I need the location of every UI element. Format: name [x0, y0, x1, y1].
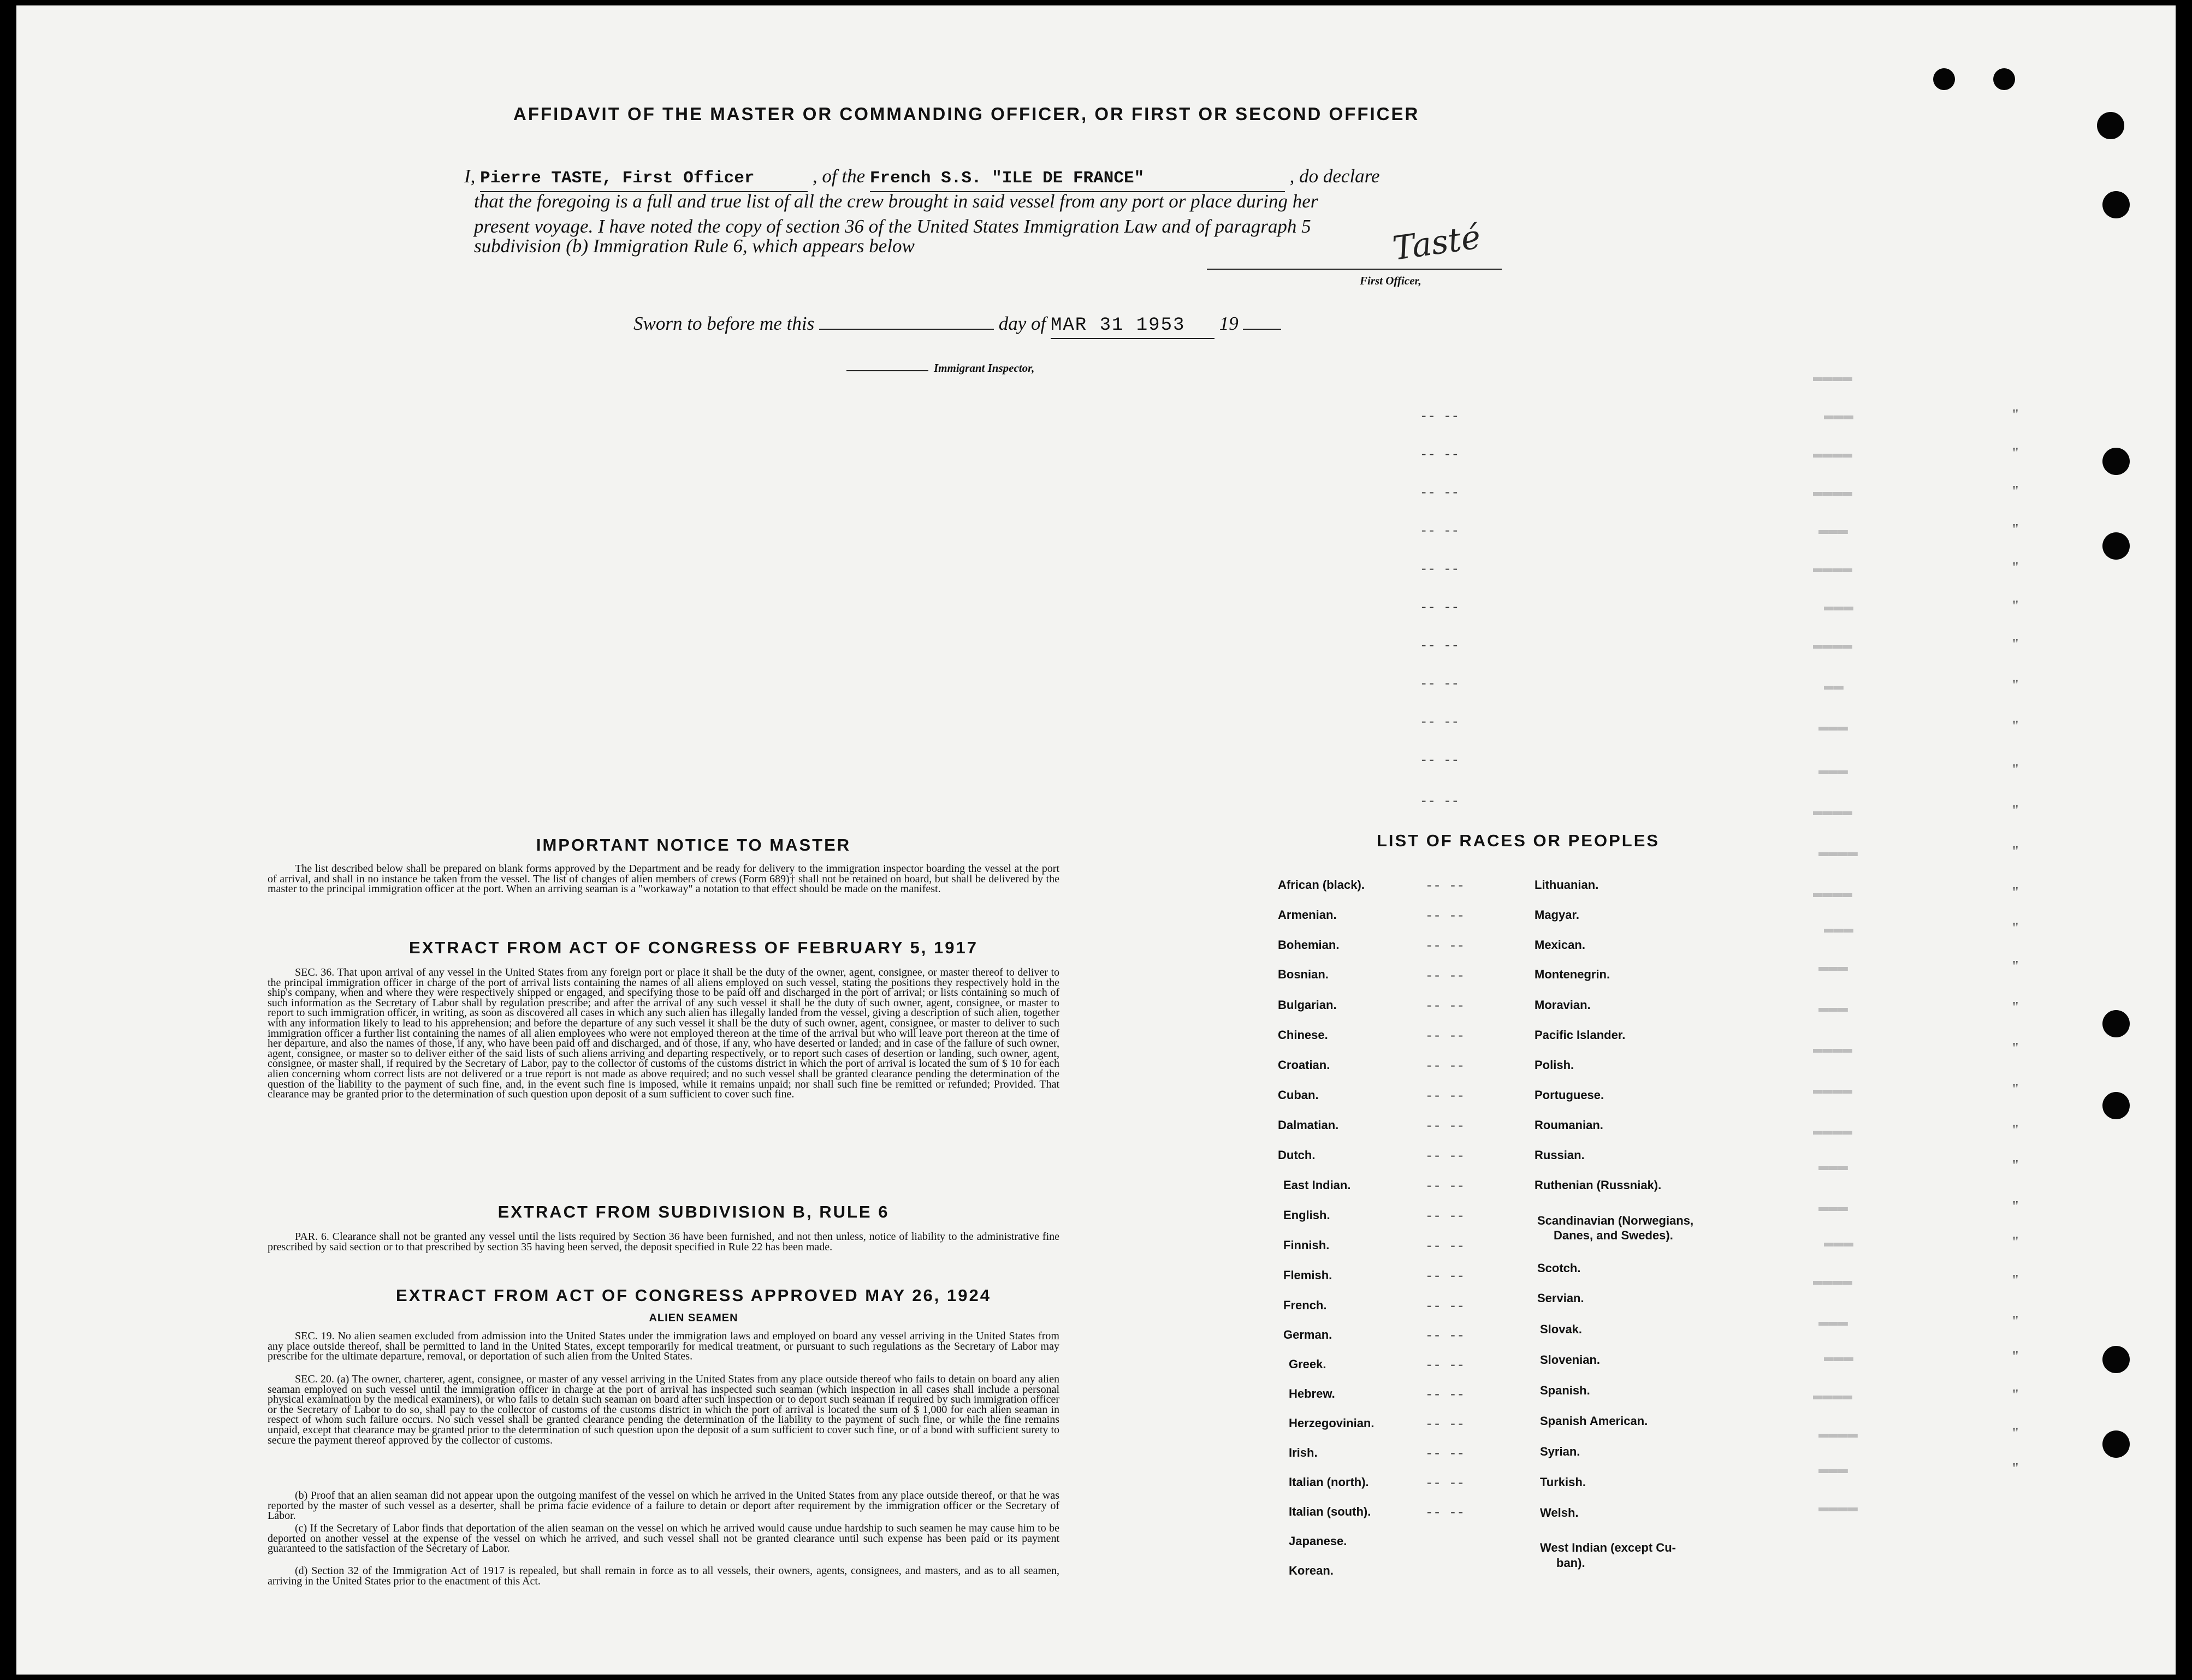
- punch-hole: [1933, 68, 1955, 90]
- race-item: Chinese.: [1278, 1028, 1328, 1042]
- race-item: East Indian.: [1283, 1178, 1351, 1192]
- race-item: Welsh.: [1540, 1506, 1579, 1519]
- notice-text: The list described below shall be prepared on blank forms approved by the Department and be ready for delivery to the immigration inspector boarding the vessel at the port of arrival, and shall in no instance be taken from the vessel. The list of changes of alien members of crews (Form 689)† shall not be retained on board, but shall be delivered by the master to the principal immigration officer at the port. When an arriving seaman is a "workaway" a notation to that effect should be made on the manifest.: [268, 863, 1059, 895]
- signature-caption: First Officer,: [1360, 274, 1421, 287]
- punch-hole: [2102, 448, 2130, 475]
- race-item: Slovak.: [1540, 1322, 1583, 1336]
- race-item: Scandinavian (Norwegians,: [1537, 1214, 1694, 1227]
- race-item: Finnish.: [1283, 1238, 1330, 1252]
- sworn-year-blank: [1243, 329, 1281, 330]
- race-item: Portuguese.: [1535, 1088, 1604, 1102]
- sec20c-text: (c) If the Secretary of Labor finds that deportation of the alien seaman on the vessel on which he arrived would cause undue hardship to such seamen he may cause him to be deported on another vessel at the expense of the vessel on which he arrived, and such vessel shall not be granted clearance until such expense has been paid or its payment guaranteed to the satisfaction of the Secretary of Labor.: [268, 1522, 1059, 1555]
- punch-hole: [2102, 191, 2130, 218]
- race-item: Greek.: [1289, 1357, 1326, 1371]
- race-item: Turkish.: [1540, 1475, 1586, 1489]
- race-item: Russian.: [1535, 1148, 1585, 1162]
- race-item: Ruthenian (Russniak).: [1535, 1178, 1662, 1192]
- race-item: Bosnian.: [1278, 967, 1329, 981]
- punch-hole: [2097, 112, 2124, 139]
- do-declare-label: , do declare: [1289, 165, 1380, 187]
- race-item: Danes, and Swedes).: [1554, 1228, 1673, 1242]
- declarant-name: Pierre TASTE, First Officer: [480, 166, 808, 192]
- signature-line: [1207, 269, 1502, 270]
- sec20d-text: (d) Section 32 of the Immigration Act of 1917 is repealed, but shall remain in force as to all vessels, their owners, agents, consignees, and masters, and as to all seamen, arriving in the United States prior to the enactment of this Act.: [268, 1565, 1059, 1587]
- race-item: Japanese.: [1289, 1534, 1347, 1548]
- race-item: West Indian (except Cu-: [1540, 1541, 1676, 1554]
- race-item: Polish.: [1535, 1058, 1574, 1072]
- race-item: Montenegrin.: [1535, 967, 1610, 981]
- declaration-line-1: [464, 164, 1380, 192]
- race-item: Lithuanian.: [1535, 878, 1599, 892]
- affidavit-title: AFFIDAVIT OF THE MASTER OR COMMANDING OFFICER, OR FIRST OR SECOND OFFICER: [513, 104, 1420, 124]
- race-item: Spanish American.: [1540, 1414, 1648, 1428]
- race-item: Mexican.: [1535, 938, 1585, 952]
- race-item: Dutch.: [1278, 1148, 1316, 1162]
- punch-hole: [2102, 532, 2130, 560]
- signature: Tasté: [1390, 218, 1483, 268]
- sworn-day-blank: [819, 329, 994, 330]
- race-item: Italian (north).: [1289, 1475, 1369, 1489]
- race-item: African (black).: [1278, 878, 1365, 892]
- of-the-label: , of the: [812, 165, 866, 187]
- document-page: ▬▬▬▬ ▬▬▬ ▬▬▬▬ ▬▬▬▬ ▬▬▬ ▬▬▬▬ ▬▬▬ ▬▬▬▬ ▬▬ ▬▬▬ ▬▬▬ ▬▬▬▬ ▬▬▬▬ ▬▬▬▬ ▬▬▬ ▬▬▬ ▬▬▬ ▬▬▬▬ ▬▬▬▬ ▬▬▬▬ ▬▬▬ ▬▬▬ ▬▬▬ ▬▬▬▬ ▬▬▬ ▬▬▬ ▬▬▬▬ ▬▬▬▬ ▬▬▬ ▬▬▬▬ " " " " " " " " " " " " " " " " " " " " " " " " " " " " -- -- -- -- -- -- -- -- -- -- -- -- -- -- -- -- -- -- -- -- -- -- AFFIDAVIT OF THE MASTER OR COMMANDING OFFICER, OR FIRST OR SECOND OFFICER I, Pierre TASTE, First Officer , of the French S.S. "ILE DE FRANCE" , do declare that the foregoing is a full and true list of all the crew brought in said vessel from any port or place during her present voyage. I have noted the copy of section 36 of the United States Immigration Law and of paragraph 5 subdivision (b) Immigration Rule 6, which appears below Tasté First Officer, Sworn to before me this day of MAR 31 1953 19 Immigrant Inspector, IMPORTANT NOTICE TO MASTER The list described below shall be prepared on blank forms approved by the Department and be ready for delivery to the immigration inspector boarding the vessel at the port of arrival, and shall in no instance be taken from the vessel. The list of changes of alien members of crews (Form 689)† shall not be retained on board, but shall be delivered by the master to the principal immigration officer at the port. When an arriving seaman is a "workaway" a notation to that effect should be made on the manifest. EXTRACT FROM ACT OF CONGRESS OF FEBRUARY 5, 1917 SEC. 36. That upon arrival of any vessel in the United States from any foreign port or place it shall be the duty of the owner, agent, consignee, or master thereof to deliver to the principal immigration officer in charge of the port of arrival lists containing the names of all aliens employed on such vessel, stating the positions they respectively hold in the ship's company, when and where they were respectively shipped or engaged, and specifying those to be paid off and discharged in the port of arrival; or lists containing so much of such information as the Secretary of Labor shall by regulation prescribe; and after the arrival of any such vessel it shall be the duty of such owner, agent, consignee, or master to report to such immigration officer, in writing, as soon as discovered all cases in which any such alien has illegally landed from the vessel, giving a description of such alien, together with any information likely to lead to his apprehension; and before the departure of any such vessel it shall be the duty of such owner, agent, consignee, or master to deliver to such immigration officer a further list containing the names of all alien employees who were not employed thereon at the time of the arrival but who will leave port thereon at the time of her departure, and also the names of those, if any, who have been paid off and discharged, and of those, if any, who have deserted or landed; and in case of the failure of such owner, agent, consignee, or master so to deliver either of the said lists of such aliens arriving and departing respectively, or to report such cases of desertion or landing, such owner, agent, consignee, or master shall, if required by the Secretary of Labor, pay to the collector of customs of the customs district in which the port of arrival is located the sum of $ 10 for each alien concerning whom correct lists are not delivered or a true report is not made as above required; and no such vessel shall be granted clearance pending the determination of the question of the liability to the payment of such fine, and, in the event such fine is imposed, while it remains unpaid; nor shall such fine be remitted or refunded; Provided. That clearance may be granted prior to the determination of such question upon deposit of a sum sufficient to cover such fine. EXTRACT FROM SUBDIVISION B, RULE 6 PAR. 6. Clearance shall not be granted any vessel until the lists required by Section 36 have been furnished, and not then unless, notice of liability to the administrative fine prescribed by said section or to that prescribed by section 35 having been served, the deposit specified in Rule 22 has been made. EXTRACT FROM ACT OF CONGRESS APPROVED MAY 26, 1924 ALIEN SEAMEN SEC. 19. No alien seamen excluded from admission into the United States under the immigration laws and employed on board any vessel arriving in the United States from any place outside thereof, shall be permitted to land in the United States, except temporarily for medical treatment, or pursuant to such regulations as the Secretary of Labor may prescribe for the ultimate departure, removal, or deportation of such alien from the United States. SEC. 20. (a) The owner, charterer, agent, consignee, or master of any vessel arriving in the United States from any place outside thereof who fails to detain on board any alien seaman employed on such vessel until the immigration officer in charge at the port of arrival has inspected such seaman (which inspection in all cases shall include a personal physical examination by the medical examiners), or who fails to detain such seaman on board after such inspection or to deport such seaman if required by such immigration officer or the Secretary of Labor to do so, shall pay to the collector of customs of the customs district in which the port of arrival is located the sum of $ 1,000 for each alien seaman in respect of whom such failure occurs. No such vessel shall be granted clearance pending the determination of the liability to the payment of such fine, or while the fine remains unpaid, except that clearance may be granted prior to the determination of such question upon the deposit of a sum sufficient to cover such fine, or of a bond with sufficient surety to secure the payment thereof approved by the collector of customs. (b) Proof that an alien seaman did not appear upon the outgoing manifest of the vessel on which he arrived in the United States from any place outside thereof, or that he was reported by the master of such vessel as a deserter, shall be prima facie evidence of a failure to detain or deport after requirement by the immigration officer or the Secretary of Labor. (c) If the Secretary of Labor finds that deportation of the alien seaman on the vessel on which he arrived would cause undue hardship to such seamen he may cause him to be deported on another vessel at the expense of the vessel on which he arrived, and such vessel shall not be granted clearance until such expense has been paid or its payment guaranteed to the satisfaction of the Secretary of Labor. (d) Section 32 of the Immigration Act of 1917 is repealed, but shall remain in force as to all vessels, their owners, agents, consignees, and masters, and as to all seamen, arriving in the United States prior to the enactment of this Act. LIST OF RACES OR PEOPLES African (black). Armenian. Bohemian. Bosnian. Bulgarian. Chinese. Croatian. Cuban. Dalmatian. Dutch. East Indian. English. Finnish. Flemish. French. German. Greek. Hebrew. Herzegovinian. Irish. Italian (north). Italian (south). Japanese. Korean. -- -- -- -- -- -- -- -- -- -- -- -- -- -- -- -- -- -- -- -- -- -- -- -- -- -- -- -- -- -- -- -- -- -- -- -- -- -- -- -- -- -- -- -- Lithuanian. Magyar. Mexican. Montenegrin. Moravian. Pacific Islander. Polish. Portuguese. Roumanian. Russian. Ruthenian (Russniak). Scandinavian (Norwegians, Danes, and Swedes). Scotch. Servian. Slovak. Slovenian. Spanish. Spanish American. Syrian. Turkish. Welsh. West Indian (except Cu- ban).: [16, 5, 2176, 1675]
- race-item: Armenian.: [1278, 908, 1337, 922]
- punch-hole: [2102, 1092, 2130, 1119]
- race-item: Cuban.: [1278, 1088, 1319, 1102]
- race-item: Roumanian.: [1535, 1118, 1603, 1132]
- sworn-year-prefix: 19: [1219, 313, 1239, 334]
- sec19-text: SEC. 19. No alien seamen excluded from admission into the United States under the immigration laws and employed on board any vessel arriving in the United States from any place outside thereof, shall be permitted to land in the United States, except temporarily for medical treatment, or pursuant to such regulations as the Secretary of Labor may prescribe for the ultimate departure, removal, or deportation of such alien from the United States.: [268, 1330, 1059, 1363]
- extract-1924-heading: EXTRACT FROM ACT OF CONGRESS APPROVED MAY 26, 1924: [396, 1286, 991, 1305]
- race-item: Pacific Islander.: [1535, 1028, 1626, 1042]
- race-item: Croatian.: [1278, 1058, 1330, 1072]
- sworn-label: Sworn to before me this: [633, 313, 815, 334]
- race-item: Bulgarian.: [1278, 998, 1337, 1012]
- race-item: Slovenian.: [1540, 1353, 1601, 1367]
- race-item: Korean.: [1289, 1564, 1334, 1577]
- race-item: ban).: [1556, 1556, 1585, 1570]
- sec20b-text: (b) Proof that an alien seaman did not appear upon the outgoing manifest of the vessel on which he arrived in the United States from any place outside thereof, or that he was reported by the master of such vessel as a deserter, shall be prima facie evidence of a failure to detain or deport after requirement by the immigration officer or the Secretary of Labor.: [268, 1489, 1059, 1522]
- race-item: Herzegovinian.: [1289, 1416, 1375, 1430]
- punch-hole: [2102, 1430, 2130, 1458]
- race-item: Dalmatian.: [1278, 1118, 1339, 1132]
- race-item: English.: [1283, 1208, 1330, 1222]
- declaration-line-4: subdivision (b) Immigration Rule 6, which appears below: [474, 235, 915, 257]
- extract-rule6-text: PAR. 6. Clearance shall not be granted any vessel until the lists required by Section 36 have been furnished, and not then unless, notice of liability to the administrative fine prescribed by said section or to that prescribed by section 35 having been served, the deposit specified in Rule 22 has been made.: [268, 1231, 1059, 1253]
- race-item: Syrian.: [1540, 1445, 1580, 1458]
- race-item: Servian.: [1537, 1291, 1584, 1305]
- sworn-line: [633, 311, 1281, 339]
- punch-hole: [1993, 68, 2015, 90]
- sworn-day-of-label: day of: [998, 313, 1046, 334]
- inspector-line: [846, 370, 928, 371]
- vessel-name: French S.S. "ILE DE FRANCE": [870, 166, 1285, 192]
- race-item: Hebrew.: [1289, 1387, 1335, 1400]
- race-item: Moravian.: [1535, 998, 1591, 1012]
- extract-1917-text: SEC. 36. That upon arrival of any vessel in the United States from any foreign port or place it shall be the duty of the owner, agent, consignee, or master thereof to deliver to the principal immigration officer in charge of the port of arrival lists containing the names of all aliens employed on such vessel, stating the positions they respectively hold in the ship's company, when and where they were respectively shipped or engaged, and specifying those to be paid off and discharged in the port of arrival; or lists containing so much of such information as the Secretary of Labor shall by regulation prescribe; and after the arrival of any such vessel it shall be the duty of such owner, agent, consignee, or master to report to such immigration officer, in writing, as soon as discovered all cases in which any such alien has illegally landed from the vessel, giving a description of such alien, together with any information likely to lead to his apprehension; and before the departure of any such vessel it shall be the duty of such owner, agent, consignee, or master to deliver to such immigration officer a further list containing the names of all alien employees who were not employed thereon at the time of the arrival but who will leave port thereon at the time of her departure, and also the names of those, if any, who have been paid off and discharged, and of those, if any, who have deserted or landed; and in case of the failure of such owner, agent, consignee, or master so to deliver either of the said lists of such aliens arriving and departing respectively, or to report such cases of desertion or landing, such owner, agent, consignee, or master shall, if required by the Secretary of Labor, pay to the collector of customs of the customs district in which the port of arrival is located the sum of $ 10 for each alien concerning whom correct lists are not delivered or a true report is not made as above required; and no such vessel shall be granted clearance pending the determination of the question of the liability to the payment of such fine, and, in the event such fine is imposed, while it remains unpaid; nor shall such fine be remitted or refunded; Provided. That clearance may be granted prior to the determination of such question upon deposit of a sum sufficient to cover such fine.: [268, 966, 1059, 1101]
- sworn-date-field: [1051, 311, 1215, 339]
- race-item: French.: [1283, 1298, 1327, 1312]
- notice-heading: IMPORTANT NOTICE TO MASTER: [536, 835, 851, 854]
- extract-1917-heading: EXTRACT FROM ACT OF CONGRESS OF FEBRUARY 5, 1917: [409, 938, 978, 957]
- race-item: Irish.: [1289, 1446, 1318, 1459]
- race-item: Italian (south).: [1289, 1505, 1371, 1518]
- race-item: Magyar.: [1535, 908, 1579, 922]
- inspector-caption: Immigrant Inspector,: [934, 361, 1035, 375]
- extract-rule6-heading: EXTRACT FROM SUBDIVISION B, RULE 6: [497, 1202, 890, 1221]
- race-item: Scotch.: [1537, 1261, 1581, 1275]
- declarant-prefix: I,: [464, 165, 476, 187]
- declaration-line-2: that the foregoing is a full and true list of all the crew brought in said vessel from any port or place during her: [474, 191, 1318, 212]
- race-item: Spanish.: [1540, 1384, 1590, 1397]
- race-item: Bohemian.: [1278, 938, 1340, 952]
- declaration-line-3: present voyage. I have noted the copy of section 36 of the United States Immigration Law and of paragraph 5: [474, 216, 1311, 237]
- race-item: Flemish.: [1283, 1268, 1332, 1282]
- date-stamp: MAR 31 1953: [1050, 315, 1186, 336]
- race-item: German.: [1283, 1328, 1332, 1341]
- races-heading: LIST OF RACES OR PEOPLES: [1376, 831, 1660, 850]
- sec20a-text: SEC. 20. (a) The owner, charterer, agent, consignee, or master of any vessel arriving in the United States from any place outside thereof who fails to detain on board any alien seaman employed on such vessel until the immigration officer in charge at the port of arrival has inspected such seaman (which inspection in all cases shall include a personal physical examination by the medical examiners), or who fails to detain such seaman on board after such inspection or to deport such seaman if required by such immigration officer or the Secretary of Labor to do so, shall pay to the collector of customs of the customs district in which the port of arrival is located the sum of $ 1,000 for each alien seaman in respect of whom such failure occurs. No such vessel shall be granted clearance pending the determination of the liability to the payment of such fine, or while the fine remains unpaid, except that clearance may be granted prior to the determination of such question upon the deposit of a sum sufficient to cover such fine, or of a bond with sufficient surety to secure the payment thereof approved by the collector of customs.: [268, 1373, 1059, 1446]
- punch-hole: [2102, 1346, 2130, 1373]
- extract-1924-subheading: ALIEN SEAMEN: [649, 1312, 738, 1324]
- punch-hole: [2102, 1010, 2130, 1037]
